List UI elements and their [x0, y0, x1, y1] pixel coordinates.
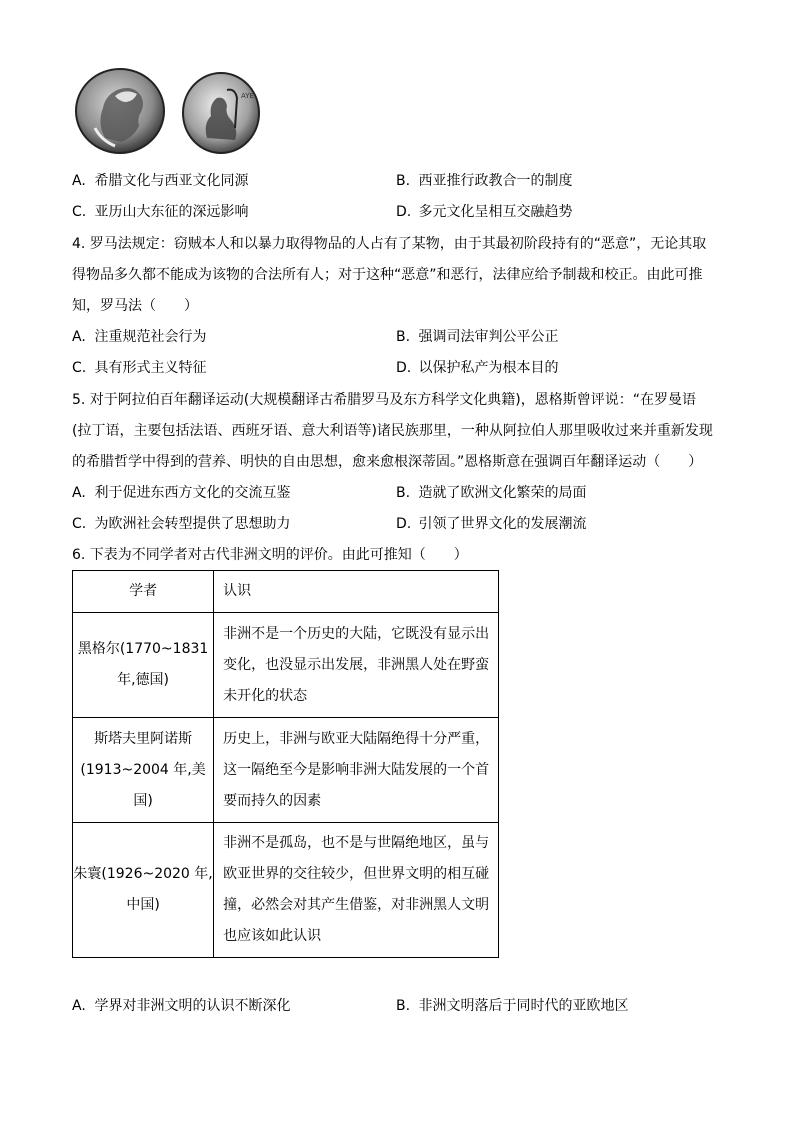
- option-letter: B.: [396, 998, 411, 1014]
- option-text: 造就了欧洲文化繁荣的局面: [418, 485, 587, 501]
- table-row: [73, 718, 499, 823]
- option-text: 亚历山大东征的深远影响: [94, 204, 249, 220]
- option-text: 希腊文化与西亚文化同源: [94, 173, 249, 189]
- q4-stem-line-2: 得物品多久都不能成为该物的合法所有人；对于这种“恶意”和恶行，法律应给予制裁和校正。由此可推: [72, 267, 703, 283]
- option-letter: C.: [72, 204, 87, 220]
- coin-right: [183, 73, 259, 153]
- view-line: 非洲不是孤岛，也不是与世隔绝地区，虽与: [223, 835, 490, 851]
- q5-stem-line-3: 的希腊哲学中得到的营养、明快的自由思想，愈来愈根深蒂固。”恩格斯意在强调百年翻译运动（ ）: [72, 454, 703, 470]
- coins-svg: [75, 68, 275, 158]
- q5-option-a[interactable]: [72, 485, 290, 501]
- q5-stem-line-1: 5. 对于阿拉伯百年翻译运动(大规模翻译古希腊罗马及东方科学文化典籍)，恩格斯曾评说：“在罗曼语: [72, 392, 696, 408]
- coin-images: [75, 68, 275, 158]
- option-letter: C.: [72, 516, 87, 532]
- scholar-line: 斯塔夫里阿诺斯: [94, 730, 193, 747]
- scholars-table: [72, 570, 499, 958]
- option-letter: A.: [72, 173, 86, 189]
- q4-option-a[interactable]: [72, 329, 206, 345]
- option-text: 具有形式主义特征: [94, 360, 207, 376]
- q6-option-b[interactable]: [396, 998, 628, 1014]
- option-text: 引领了世界文化的发展潮流: [418, 516, 587, 532]
- q4-option-b[interactable]: [396, 329, 558, 345]
- option-letter: B.: [396, 329, 411, 345]
- option-letter: A.: [72, 329, 86, 345]
- view-line: 撞，必然会对其产生借鉴，对非洲黑人文明: [223, 897, 490, 913]
- option-text: 以保护私产为根本目的: [418, 360, 559, 376]
- option-letter: B.: [396, 485, 411, 501]
- coin-left: [76, 69, 164, 153]
- q4-option-c[interactable]: [72, 360, 206, 376]
- scholar-cell: [73, 718, 214, 823]
- q5-option-d[interactable]: [396, 516, 586, 532]
- scholar-line: 国): [133, 792, 153, 809]
- scholar-cell: [73, 823, 214, 958]
- option-letter: D.: [396, 516, 412, 532]
- view-line: 这一隔绝至今是影响非洲大陆发展的一个首: [223, 761, 490, 778]
- option-text: 注重规范社会行为: [94, 329, 207, 345]
- option-text: 非洲文明落后于同时代的亚欧地区: [418, 998, 629, 1014]
- view-line: 未开化的状态: [223, 687, 308, 704]
- q4-option-d[interactable]: [396, 360, 558, 376]
- scholar-line: 年,德国): [117, 672, 170, 688]
- scholar-line: 中国): [126, 897, 160, 913]
- q6-stem: 6. 下表为不同学者对古代非洲文明的评价。由此可推知（ ）: [72, 547, 468, 563]
- q3-option-a[interactable]: [72, 173, 248, 189]
- header-view: 认识: [214, 571, 499, 613]
- option-letter: D.: [396, 360, 412, 376]
- view-line: 变化，也没显示出发展，非洲黑人处在野蛮: [223, 656, 490, 673]
- q5-option-c[interactable]: [72, 516, 290, 532]
- option-letter: C.: [72, 360, 87, 376]
- q4-stem-line-3: 知，罗马法（ ）: [72, 298, 198, 314]
- option-text: 学界对非洲文明的认识不断深化: [94, 998, 291, 1014]
- view-cell: [214, 613, 499, 718]
- svg-text:AYE: AYE: [241, 92, 254, 100]
- scholar-line: 朱寰(1926~2020 年,: [73, 866, 213, 882]
- option-text: 利于促进东西方文化的交流互鉴: [94, 485, 291, 501]
- q6-option-a[interactable]: [72, 998, 290, 1014]
- view-cell: [214, 823, 499, 958]
- scholar-line: 黑格尔(1770~1831: [77, 641, 209, 657]
- q3-option-b[interactable]: [396, 173, 572, 189]
- q5-option-b[interactable]: [396, 485, 586, 501]
- scholar-cell: [73, 613, 214, 718]
- option-letter: B.: [396, 173, 411, 189]
- scholar-line: (1913~2004 年,美: [80, 761, 206, 778]
- option-letter: A.: [72, 485, 86, 501]
- view-cell: [214, 718, 499, 823]
- table-header-row: [73, 571, 499, 613]
- header-scholar: 学者: [73, 571, 214, 613]
- view-line: 要而持久的因素: [223, 792, 322, 809]
- view-line: 非洲不是一个历史的大陆，它既没有显示出: [223, 625, 490, 642]
- option-text: 西亚推行政教合一的制度: [418, 173, 573, 189]
- q3-option-d[interactable]: [396, 204, 572, 220]
- option-text: 强调司法审判公平公正: [418, 329, 559, 345]
- q3-option-c[interactable]: [72, 204, 248, 220]
- view-line: 也应该如此认识: [223, 928, 322, 944]
- q4-stem-line-1: 4. 罗马法规定：窃贼本人和以暴力取得物品的人占有了某物，由于其最初阶段持有的“恶意”，无论其取: [72, 236, 707, 252]
- option-text: 多元文化呈相互交融趋势: [418, 204, 573, 220]
- table-row: [73, 613, 499, 718]
- option-letter: A.: [72, 998, 86, 1014]
- option-text: 为欧洲社会转型提供了思想助力: [94, 516, 291, 532]
- view-line: 欧亚世界的交往较少，但世界文明的相互碰: [223, 866, 490, 882]
- q5-stem-line-2: (拉丁语，主要包括法语、西班牙语、意大利语等)诸民族那里，一种从阿拉伯人那里吸收过来并重新发现: [72, 423, 713, 439]
- view-line: 历史上，非洲与欧亚大陆隔绝得十分严重，: [223, 730, 490, 747]
- option-letter: D.: [396, 204, 412, 220]
- table-row: [73, 823, 499, 958]
